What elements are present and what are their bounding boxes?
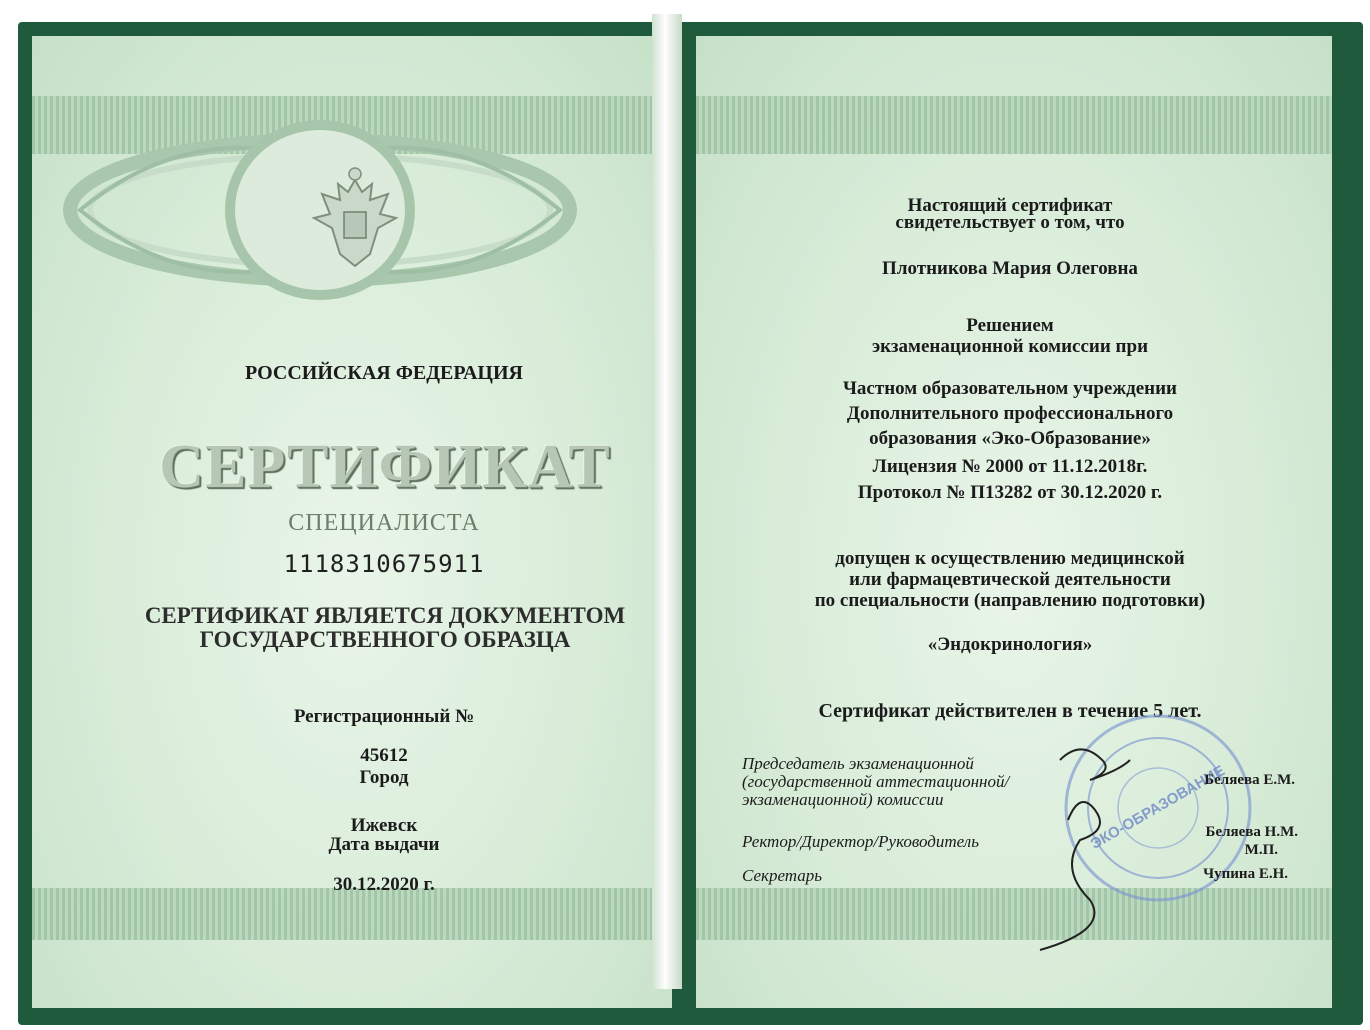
protocol-line: Протокол № П13282 от 30.12.2020 г. [857, 482, 1163, 503]
right-top-band [696, 96, 1332, 154]
document-type-line1: СЕРТИФИКАТ ЯВЛЯЕТСЯ ДОКУМЕНТОМ [144, 603, 626, 628]
decision-line2: экзаменационной комиссии при [871, 336, 1149, 357]
double-headed-eagle-icon [300, 162, 410, 282]
org-line2: Дополнительного профессионального [846, 403, 1174, 424]
certificate-subtitle: СПЕЦИАЛИСТА [288, 510, 480, 536]
city-value: Ижевск [350, 815, 418, 836]
validity: Сертификат действителен в течение 5 лет. [818, 700, 1202, 722]
issue-date-value: 30.12.2020 г. [333, 874, 435, 895]
chair-label-line1: Председатель экзаменационной [742, 754, 974, 773]
org-line3: образования «Эко-Образование» [869, 428, 1151, 449]
chair-label-line3: экзаменационной) комиссии [742, 790, 944, 809]
certificate-number: 1118310675911 [283, 550, 485, 578]
decision-line1: Решением [966, 315, 1054, 336]
secretary-name: Чупина Е.Н. [1203, 866, 1288, 882]
rector-name: Беляева Н.М. [1205, 824, 1298, 840]
document-type [120, 604, 650, 652]
seal-place: М.П. [1244, 842, 1278, 858]
org-line1: Частном образовательном учреждении [842, 378, 1177, 399]
city-label: Город [359, 767, 409, 788]
admit-line1: допущен к осуществлению медицинской [835, 548, 1185, 569]
specialty: «Эндокринология» [927, 634, 1093, 655]
registration-number: 45612 [360, 745, 408, 766]
holder-name: Плотникова Мария Олеговна [882, 258, 1138, 279]
country-name: РОССИЙСКАЯ ФЕДЕРАЦИЯ [244, 362, 523, 384]
book-spine [652, 14, 682, 989]
certificate-title: СЕРТИФИКАТ [159, 433, 611, 501]
license-line: Лицензия № 2000 от 11.12.2018г. [872, 456, 1148, 477]
admit-line3: по специальности (направлению подготовки) [814, 590, 1206, 611]
secretary-label: Секретарь [742, 866, 822, 885]
signature-scribble [1020, 730, 1160, 960]
rector-label: Ректор/Директор/Руководитель [742, 832, 979, 851]
admit-line2: или фармацевтической деятельности [849, 569, 1171, 590]
intro-line2: свидетельствует о том, что [895, 212, 1125, 233]
chair-name: Беляева Е.М. [1204, 772, 1295, 788]
intro-line1: Настоящий сертификат [907, 195, 1113, 216]
issue-date-label: Дата выдачи [328, 834, 440, 855]
stamp-text: ЭКО-ОБРАЗОВАНИЕ [1087, 762, 1228, 853]
document-type-line2: ГОСУДАРСТВЕННОГО ОБРАЗЦА [199, 627, 571, 652]
registration-label: Регистрационный № [293, 706, 475, 727]
chair-label-line2: (государственной аттестационной/ [742, 772, 1010, 791]
